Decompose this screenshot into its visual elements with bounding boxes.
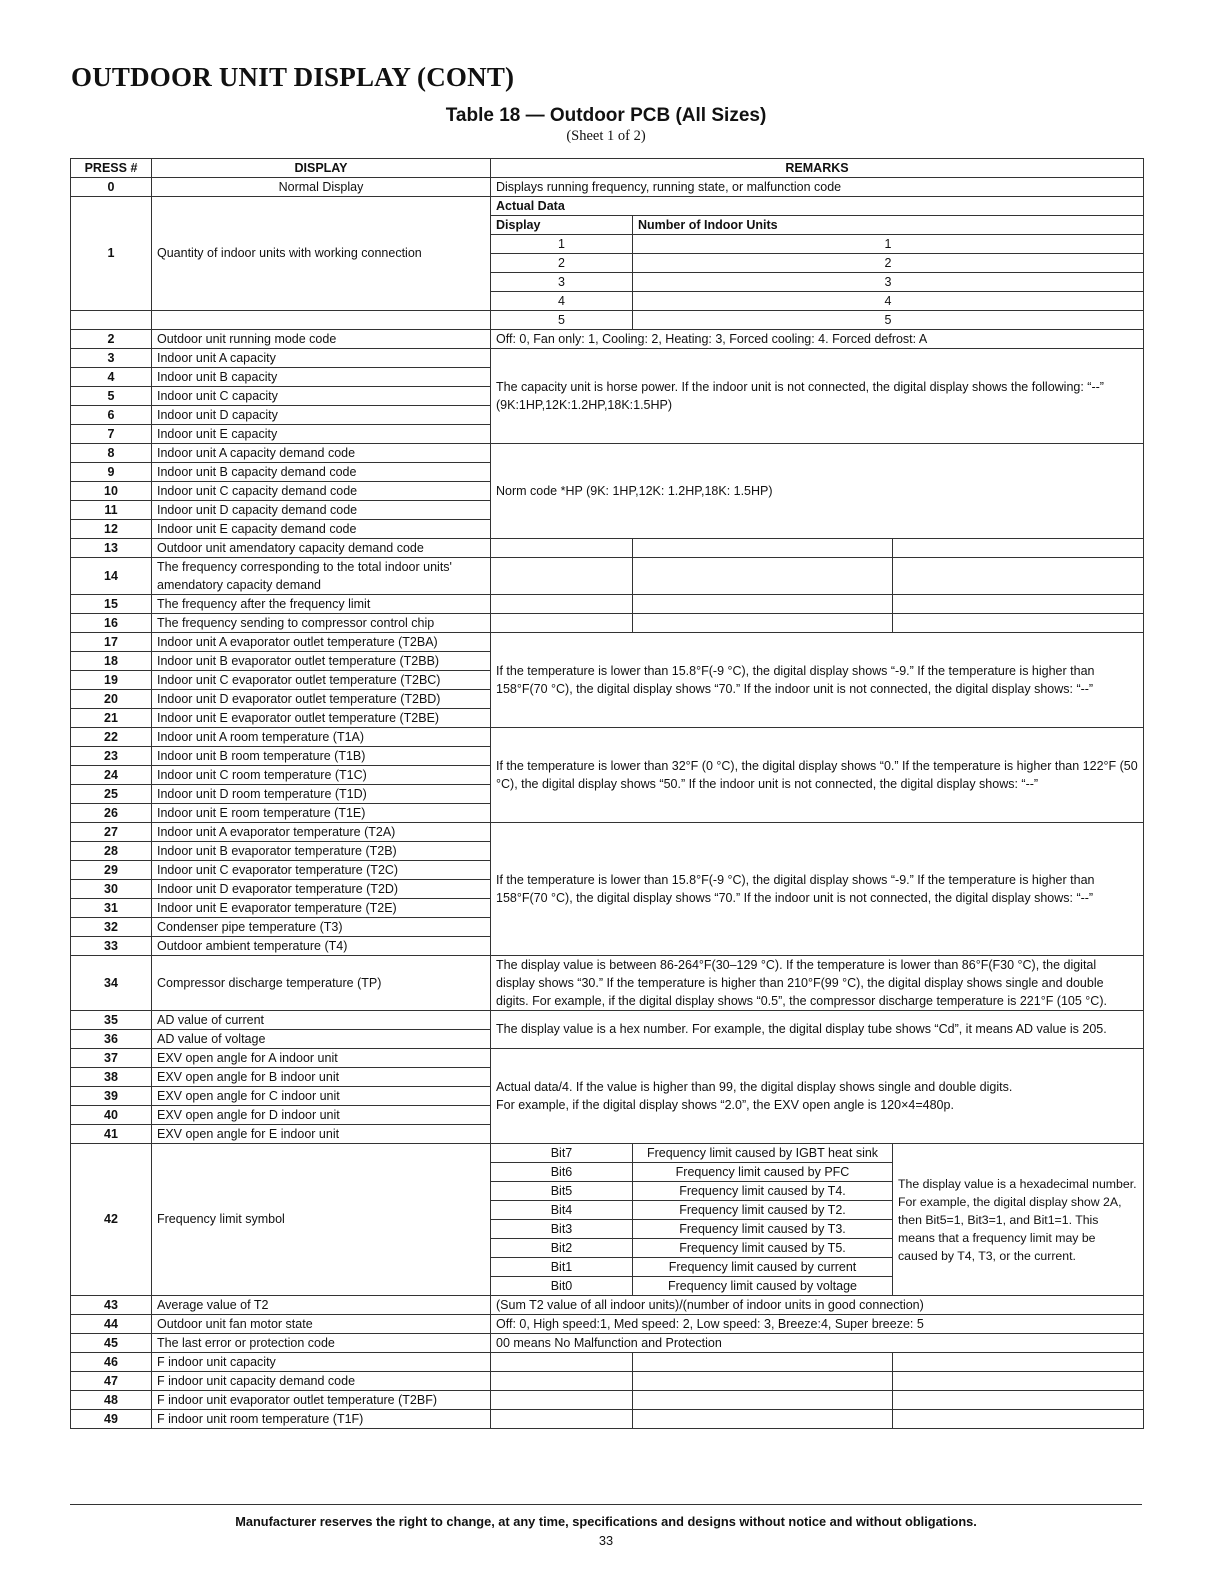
- press-number: 12: [71, 520, 152, 539]
- display-text: Indoor unit C capacity demand code: [152, 482, 491, 501]
- empty-cell: [491, 1391, 633, 1410]
- bit-meaning: Frequency limit caused by T4.: [633, 1182, 893, 1201]
- actual-units-value: 1: [633, 235, 1144, 254]
- display-text: Indoor unit C room temperature (T1C): [152, 766, 491, 785]
- norm-code-remarks: Norm code *HP (9K: 1HP,12K: 1.2HP,18K: 1.5HP): [491, 444, 1144, 539]
- display-text: Frequency limit symbol: [152, 1144, 491, 1296]
- press-number: 22: [71, 728, 152, 747]
- display-text: Indoor unit E evaporator outlet temperature (T2BE): [152, 709, 491, 728]
- display-text: Indoor unit A evaporator temperature (T2A): [152, 823, 491, 842]
- table-row: [71, 1410, 1144, 1429]
- table-row: [71, 614, 1144, 633]
- press-number: 47: [71, 1372, 152, 1391]
- actual-units-value: 5: [633, 311, 1144, 330]
- press-number: 7: [71, 425, 152, 444]
- press-number: 38: [71, 1068, 152, 1087]
- display-text: Outdoor unit fan motor state: [152, 1315, 491, 1334]
- display-text: Compressor discharge temperature (TP): [152, 956, 491, 1011]
- display-text: AD value of current: [152, 1011, 491, 1030]
- press-number: 42: [71, 1144, 152, 1296]
- display-text: Indoor unit D capacity demand code: [152, 501, 491, 520]
- display-text: Indoor unit B evaporator temperature (T2B): [152, 842, 491, 861]
- table-subtitle: (Sheet 1 of 2): [566, 128, 646, 144]
- empty-cell: [71, 311, 152, 330]
- bit-meaning: Frequency limit caused by IGBT heat sink: [633, 1144, 893, 1163]
- display-text: F indoor unit evaporator outlet temperature (T2BF): [152, 1391, 491, 1410]
- bit-meaning: Frequency limit caused by T5.: [633, 1239, 893, 1258]
- empty-cell: [893, 595, 1144, 614]
- display-text: Indoor unit A capacity demand code: [152, 444, 491, 463]
- table-row: [71, 1353, 1144, 1372]
- col-header-remarks: REMARKS: [491, 159, 1144, 178]
- bit-meaning: Frequency limit caused by current: [633, 1258, 893, 1277]
- press-number: 3: [71, 349, 152, 368]
- press-number: 35: [71, 1011, 152, 1030]
- actual-display-value: 1: [491, 235, 633, 254]
- press-number: 19: [71, 671, 152, 690]
- press-number: 28: [71, 842, 152, 861]
- display-text: AD value of voltage: [152, 1030, 491, 1049]
- display-text: Indoor unit E capacity demand code: [152, 520, 491, 539]
- table-row: [71, 1391, 1144, 1410]
- empty-cell: [633, 1372, 893, 1391]
- press-number: 36: [71, 1030, 152, 1049]
- display-text: Indoor unit C evaporator outlet temperature (T2BC): [152, 671, 491, 690]
- press-number: 37: [71, 1049, 152, 1068]
- press-number: 18: [71, 652, 152, 671]
- actual-display-value: 4: [491, 292, 633, 311]
- press-number: 24: [71, 766, 152, 785]
- display-text: Indoor unit E capacity: [152, 425, 491, 444]
- display-text: Indoor unit D evaporator temperature (T2D): [152, 880, 491, 899]
- press-number: 9: [71, 463, 152, 482]
- press-number: 0: [71, 178, 152, 197]
- capacity-remarks: The capacity unit is horse power. If the indoor unit is not connected, the digital display shows the following: “--” (9K:1HP,12K:1.2HP,18K:1.5HP): [491, 349, 1144, 444]
- table-row: [71, 178, 1144, 197]
- actual-col-display: Display: [491, 216, 633, 235]
- room-temp-remarks: If the temperature is lower than 32°F (0 °C), the digital display shows “0.” If the temperature is higher than 122°F (50 °C), the digital display shows “50.” If the indoor unit is not connected, the digital display shows: “--”: [491, 728, 1144, 823]
- press-number: 31: [71, 899, 152, 918]
- display-text: F indoor unit capacity demand code: [152, 1372, 491, 1391]
- press-number: 23: [71, 747, 152, 766]
- display-text: Condenser pipe temperature (T3): [152, 918, 491, 937]
- display-text: Indoor unit A room temperature (T1A): [152, 728, 491, 747]
- press-number: 17: [71, 633, 152, 652]
- bit-label: Bit6: [491, 1163, 633, 1182]
- table-row: [71, 330, 1144, 349]
- evap-temp-remarks: If the temperature is lower than 15.8°F(-9 °C), the digital display shows “-9.” If the temperature is higher than 158°F(70 °C), the digital display shows “70.” If the indoor unit is not connected, the digital display shows: “--”: [491, 823, 1144, 956]
- table-row: [71, 1011, 1144, 1030]
- remarks-text: The display value is between 86-264°F(30–129 °C). If the temperature is lower than 86°F(F30 °C), the digital display shows “30.” If the temperature is higher than 210°F(99 °C), the digital display shows single and double digits. For example, if the digital display shows “0.5”, the compressor discharge temperature is 221°F (105 °C).: [491, 956, 1144, 1011]
- press-number: 4: [71, 368, 152, 387]
- empty-cell: [893, 1372, 1144, 1391]
- press-number: 49: [71, 1410, 152, 1429]
- display-text: Indoor unit C evaporator temperature (T2C): [152, 861, 491, 880]
- press-number: 21: [71, 709, 152, 728]
- press-number: 5: [71, 387, 152, 406]
- table-row: [71, 311, 1144, 330]
- press-number: 33: [71, 937, 152, 956]
- empty-cell: [633, 539, 893, 558]
- table-row: [71, 558, 1144, 595]
- bit-label: Bit0: [491, 1277, 633, 1296]
- press-number: 29: [71, 861, 152, 880]
- display-text: Indoor unit B capacity demand code: [152, 463, 491, 482]
- press-number: 41: [71, 1125, 152, 1144]
- table-header-row: [71, 159, 1144, 178]
- exv-remarks: [491, 1049, 1144, 1144]
- display-text: The frequency after the frequency limit: [152, 595, 491, 614]
- empty-cell: [152, 311, 491, 330]
- display-text: Outdoor unit running mode code: [152, 330, 491, 349]
- bit-meaning: Frequency limit caused by T2.: [633, 1201, 893, 1220]
- empty-cell: [893, 1391, 1144, 1410]
- press-number: 48: [71, 1391, 152, 1410]
- bit-label: Bit2: [491, 1239, 633, 1258]
- table-row: [71, 444, 1144, 463]
- display-text: Indoor unit B evaporator outlet temperature (T2BB): [152, 652, 491, 671]
- page-number: 33: [598, 1533, 614, 1548]
- empty-cell: [633, 558, 893, 595]
- press-number: 20: [71, 690, 152, 709]
- remarks-text: 00 means No Malfunction and Protection: [491, 1334, 1144, 1353]
- table-row: [71, 728, 1144, 747]
- display-text: F indoor unit capacity: [152, 1353, 491, 1372]
- ad-value-remarks: The display value is a hex number. For example, the digital display tube shows “Cd”, it means AD value is 205.: [491, 1011, 1144, 1049]
- empty-cell: [893, 558, 1144, 595]
- display-text: Indoor unit D room temperature (T1D): [152, 785, 491, 804]
- table-row: [71, 197, 1144, 216]
- press-number: 46: [71, 1353, 152, 1372]
- remarks-text: Off: 0, Fan only: 1, Cooling: 2, Heating: 3, Forced cooling: 4. Forced defrost: A: [491, 330, 1144, 349]
- remarks-text: (Sum T2 value of all indoor units)/(number of indoor units in good connection): [491, 1296, 1144, 1315]
- bit-meaning: Frequency limit caused by voltage: [633, 1277, 893, 1296]
- display-text: The frequency corresponding to the total indoor units' amendatory capacity demand: [152, 558, 491, 595]
- display-text: F indoor unit room temperature (T1F): [152, 1410, 491, 1429]
- display-text: EXV open angle for E indoor unit: [152, 1125, 491, 1144]
- table-row: [71, 539, 1144, 558]
- display-text: The frequency sending to compressor control chip: [152, 614, 491, 633]
- display-text: Average value of T2: [152, 1296, 491, 1315]
- empty-cell: [491, 1372, 633, 1391]
- table-title: Table 18 — Outdoor PCB (All Sizes): [445, 105, 767, 126]
- press-number: 30: [71, 880, 152, 899]
- page-title: OUTDOOR UNIT DISPLAY (CONT): [71, 62, 515, 92]
- empty-cell: [633, 595, 893, 614]
- bit-meaning: Frequency limit caused by T3.: [633, 1220, 893, 1239]
- empty-cell: [491, 1353, 633, 1372]
- empty-cell: [491, 595, 633, 614]
- display-text: Indoor unit D capacity: [152, 406, 491, 425]
- press-number: 11: [71, 501, 152, 520]
- table-row: [71, 1334, 1144, 1353]
- bit-label: Bit5: [491, 1182, 633, 1201]
- press-number: 43: [71, 1296, 152, 1315]
- press-number: 15: [71, 595, 152, 614]
- display-text: The last error or protection code: [152, 1334, 491, 1353]
- exv-remarks-line-1: Actual data/4. If the value is higher than 99, the digital display shows single and double digits.: [496, 1080, 1013, 1094]
- press-number: 1: [71, 197, 152, 311]
- display-text: Indoor unit C capacity: [152, 387, 491, 406]
- bit-label: Bit3: [491, 1220, 633, 1239]
- display-text: Indoor unit A capacity: [152, 349, 491, 368]
- display-text: EXV open angle for D indoor unit: [152, 1106, 491, 1125]
- actual-units-value: 3: [633, 273, 1144, 292]
- bit-label: Bit7: [491, 1144, 633, 1163]
- table-row: [71, 1315, 1144, 1334]
- actual-display-value: 3: [491, 273, 633, 292]
- empty-cell: [633, 1410, 893, 1429]
- press-number: 14: [71, 558, 152, 595]
- press-number: 2: [71, 330, 152, 349]
- table-row: [71, 1372, 1144, 1391]
- empty-cell: [491, 614, 633, 633]
- press-number: 32: [71, 918, 152, 937]
- remarks-text: Displays running frequency, running state, or malfunction code: [491, 178, 1144, 197]
- press-number: 10: [71, 482, 152, 501]
- press-number: 44: [71, 1315, 152, 1334]
- empty-cell: [893, 614, 1144, 633]
- press-number: 27: [71, 823, 152, 842]
- empty-cell: [633, 614, 893, 633]
- press-number: 6: [71, 406, 152, 425]
- press-number: 8: [71, 444, 152, 463]
- press-number: 45: [71, 1334, 152, 1353]
- display-text: Quantity of indoor units with working connection: [152, 197, 491, 311]
- display-text: Normal Display: [152, 178, 491, 197]
- press-number: 39: [71, 1087, 152, 1106]
- display-text: Indoor unit D evaporator outlet temperature (T2BD): [152, 690, 491, 709]
- display-text: EXV open angle for C indoor unit: [152, 1087, 491, 1106]
- table-row: [71, 956, 1144, 1011]
- actual-display-value: 5: [491, 311, 633, 330]
- press-number: 13: [71, 539, 152, 558]
- display-text: Outdoor ambient temperature (T4): [152, 937, 491, 956]
- table-row: [71, 1296, 1144, 1315]
- empty-cell: [633, 1391, 893, 1410]
- display-text: EXV open angle for B indoor unit: [152, 1068, 491, 1087]
- remarks-text: Off: 0, High speed:1, Med speed: 2, Low speed: 3, Breeze:4, Super breeze: 5: [491, 1315, 1144, 1334]
- outdoor-pcb-table: [70, 158, 1144, 1429]
- empty-cell: [491, 539, 633, 558]
- press-number: 26: [71, 804, 152, 823]
- table-row: [71, 633, 1144, 652]
- bit-meaning: Frequency limit caused by PFC: [633, 1163, 893, 1182]
- display-text: Indoor unit A evaporator outlet temperature (T2BA): [152, 633, 491, 652]
- bits-remarks: The display value is a hexadecimal number. For example, the digital display show 2A, then Bit5=1, Bit3=1, and Bit1=1. This means that a frequency limit may be caused by T4, T3, or the current.: [893, 1144, 1144, 1296]
- table-row: [71, 595, 1144, 614]
- exv-remarks-line-2: For example, if the digital display shows “2.0”, the EXV open angle is 120×4=480p.: [496, 1098, 954, 1112]
- press-number: 40: [71, 1106, 152, 1125]
- actual-display-value: 2: [491, 254, 633, 273]
- table-row: [71, 1144, 1144, 1163]
- table-row: [71, 349, 1144, 368]
- display-text: Indoor unit E room temperature (T1E): [152, 804, 491, 823]
- display-text: Indoor unit B room temperature (T1B): [152, 747, 491, 766]
- footer-note: Manufacturer reserves the right to change, at any time, specifications and designs without notice and without obligations.: [235, 1514, 977, 1529]
- empty-cell: [491, 558, 633, 595]
- bit-label: Bit1: [491, 1258, 633, 1277]
- actual-col-units: Number of Indoor Units: [633, 216, 1144, 235]
- empty-cell: [893, 1353, 1144, 1372]
- display-text: EXV open angle for A indoor unit: [152, 1049, 491, 1068]
- col-header-display: DISPLAY: [152, 159, 491, 178]
- display-text: Indoor unit E evaporator temperature (T2E): [152, 899, 491, 918]
- display-text: Outdoor unit amendatory capacity demand code: [152, 539, 491, 558]
- empty-cell: [893, 1410, 1144, 1429]
- table-row: [71, 1049, 1144, 1068]
- empty-cell: [491, 1410, 633, 1429]
- actual-units-value: 2: [633, 254, 1144, 273]
- actual-units-value: 4: [633, 292, 1144, 311]
- press-number: 16: [71, 614, 152, 633]
- empty-cell: [633, 1353, 893, 1372]
- footer-divider: [70, 1504, 1142, 1505]
- table-row: [71, 823, 1144, 842]
- press-number: 34: [71, 956, 152, 1011]
- bit-label: Bit4: [491, 1201, 633, 1220]
- actual-data-label: Actual Data: [491, 197, 1144, 216]
- empty-cell: [893, 539, 1144, 558]
- evap-outlet-remarks: If the temperature is lower than 15.8°F(-9 °C), the digital display shows “-9.” If the temperature is higher than 158°F(70 °C), the digital display shows “70.” If the indoor unit is not connected, the digital display shows: “--”: [491, 633, 1144, 728]
- display-text: Indoor unit B capacity: [152, 368, 491, 387]
- col-header-press: PRESS #: [71, 159, 152, 178]
- press-number: 25: [71, 785, 152, 804]
